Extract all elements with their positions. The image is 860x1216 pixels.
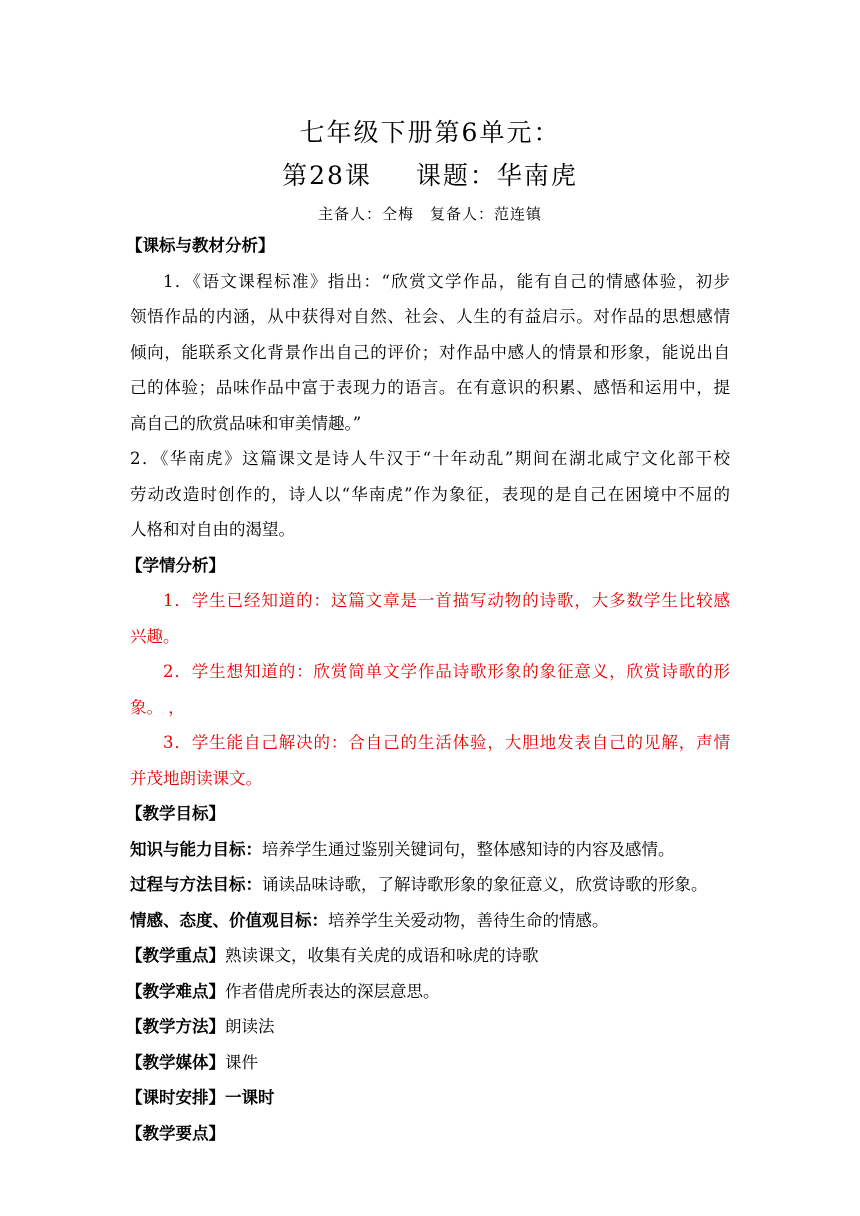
schedule-label: 【课时安排】	[126, 1088, 225, 1107]
media-label: 【教学媒体】	[126, 1052, 225, 1072]
preparer-line	[0, 203, 860, 224]
co-preparer: 复备人：范连镇	[430, 205, 543, 223]
goal-emotion	[130, 903, 730, 939]
students-p1-line-1: 1．学生已经知道的：这篇文章是一首描写动物的诗歌，大多数学生比较感	[163, 591, 730, 610]
lesson-topic: 课题：华南虎	[415, 161, 578, 190]
document-body	[126, 228, 730, 1151]
main-preparer: 主备人：仝梅	[317, 205, 414, 223]
section-heading-students: 【学情分析】	[126, 555, 225, 575]
students-p3-line-1: 3．学生能自己解决的：合自己的生活体验，大胆地发表自己的见解，声情	[163, 733, 730, 752]
goal-emotion-label: 情感、态度、价值观目标：	[130, 910, 328, 930]
document-title: 七年级下册第6单元：	[299, 118, 561, 147]
students-p3-line-2: 并茂地朗读课文。	[130, 768, 262, 788]
analysis-p1-line-2: 领悟作品的内涵，从中获得对自然、社会、人生的有益启示。对作品的思想感情	[130, 307, 730, 326]
difficulty-point	[126, 974, 730, 1010]
analysis-p2-line-3: 人格和对自由的渴望。	[130, 520, 295, 539]
goal-knowledge	[130, 832, 730, 868]
goal-process-text: 诵读品味诗歌，了解诗歌形象的象征意义，欣赏诗歌的形象。	[262, 875, 708, 894]
key-point	[126, 938, 730, 974]
students-p2-line-2: 象。 ，	[130, 697, 185, 717]
analysis-p2-line-2: 劳动改造时创作的，诗人以“华南虎”作为象征，表现的是自己在困境中不屈的	[130, 484, 730, 504]
teaching-media	[126, 1045, 730, 1081]
section-heading-goals: 【教学目标】	[126, 804, 225, 823]
class-schedule	[126, 1080, 730, 1116]
goal-process-label: 过程与方法目标：	[130, 875, 262, 894]
analysis-p1-line-5: 高自己的欣赏品味和审美情趣。”	[130, 413, 362, 433]
media-text: 课件	[225, 1052, 258, 1072]
students-p1-line-2: 兴趣。	[130, 626, 180, 646]
method-label: 【教学方法】	[126, 1017, 225, 1036]
teaching-method	[126, 1009, 730, 1045]
goal-emotion-text: 培养学生关爱动物，善待生命的情感。	[328, 910, 609, 930]
method-text: 朗读法	[225, 1017, 275, 1036]
lesson-title	[0, 156, 860, 192]
schedule-text: 一课时	[225, 1088, 275, 1107]
key-point-text: 熟读课文，收集有关虎的成语和咏虎的诗歌	[225, 946, 539, 965]
goal-knowledge-text: 培养学生通过鉴别关键词句，整体感知诗的内容及感情。	[262, 839, 675, 859]
key-point-label: 【教学重点】	[126, 946, 225, 965]
students-p2-line-1: 2．学生想知道的：欣赏简单文学作品诗歌形象的象征意义，欣赏诗歌的形	[163, 662, 730, 681]
section-heading-analysis: 【课标与教材分析】	[126, 236, 275, 255]
goal-process	[130, 867, 730, 903]
analysis-p1-line-4: 己的体验；品味作品中富于表现力的语言。在有意识的积累、感悟和运用中，提	[130, 378, 730, 397]
section-heading-points: 【教学要点】	[126, 1123, 225, 1143]
lesson-number: 第28课	[282, 161, 372, 190]
difficulty-label: 【教学难点】	[126, 981, 225, 1001]
goal-knowledge-label: 知识与能力目标：	[130, 839, 262, 859]
analysis-p1-line-1: 1．《语文课程标准》指出：“欣赏文学作品，能有自己的情感体验，初步	[163, 271, 730, 291]
difficulty-text: 作者借虎所表达的深层意思。	[225, 981, 440, 1001]
analysis-p1-line-3: 倾向，能联系文化背景作出自己的评价；对作品中感人的情景和形象，能说出自	[130, 342, 730, 362]
analysis-p2-line-1: 2．《华南虎》这篇课文是诗人牛汉于“十年动乱”期间在湖北咸宁文化部干校	[130, 449, 730, 468]
